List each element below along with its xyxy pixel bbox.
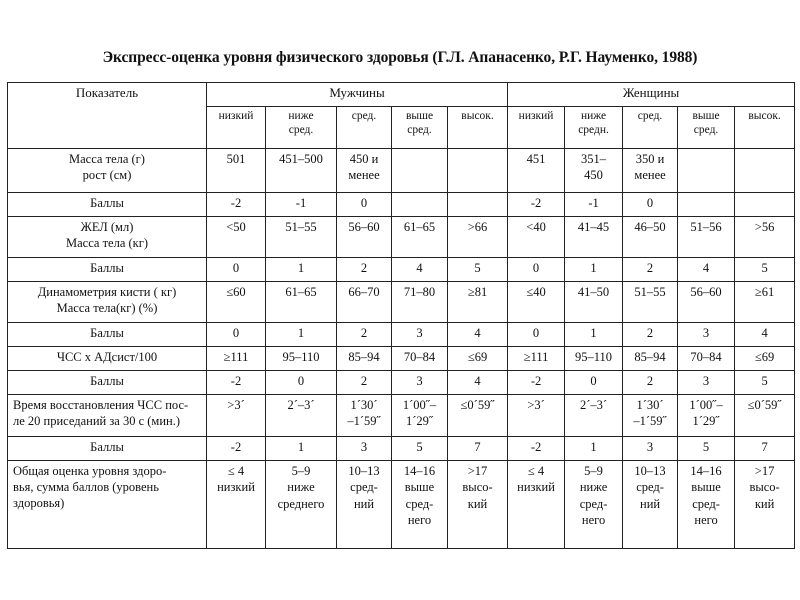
indicator-cell: Баллы [8, 323, 207, 347]
value-cell-men: -1 [266, 193, 337, 217]
level-header-women: низкий [508, 107, 565, 149]
value-cell-women: 3 [678, 371, 735, 395]
value-cell-women: ≥61 [735, 282, 795, 323]
value-cell-men: ≥111 [207, 347, 266, 371]
value-cell-men: 85–94 [337, 347, 392, 371]
value-cell-women: 10–13 сред- ний [623, 461, 678, 549]
value-cell-men: 0 [266, 371, 337, 395]
value-cell-men: 56–60 [337, 217, 392, 258]
value-cell-men: 5 [448, 258, 508, 282]
level-header-women: выше сред. [678, 107, 735, 149]
value-cell-women: ≤40 [508, 282, 565, 323]
value-cell-women: ≤0´59˝ [735, 395, 795, 437]
value-cell-men: 51–55 [266, 217, 337, 258]
table-row [8, 461, 795, 549]
assessment-table [7, 82, 795, 549]
value-cell-men: ≤ 4 низкий [207, 461, 266, 549]
value-cell-women: 1´00˝– 1´29˝ [678, 395, 735, 437]
value-cell-men: 501 [207, 149, 266, 193]
indicator-cell: Общая оценка уровня здоро- вья, сумма баллов (уровень здоровья) [8, 461, 207, 549]
value-cell-men: 1´30´ –1´59˝ [337, 395, 392, 437]
table-body [8, 149, 795, 549]
value-cell-women: 1 [565, 258, 623, 282]
value-cell-women: 41–50 [565, 282, 623, 323]
header-row-groups [8, 83, 795, 107]
value-cell-men: -2 [207, 193, 266, 217]
value-cell-women: >17 высо- кий [735, 461, 795, 549]
value-cell-women: >3´ [508, 395, 565, 437]
value-cell-men: 4 [392, 258, 448, 282]
indicator-header: Показатель [8, 83, 207, 149]
indicator-cell: Масса тела (г) рост (см) [8, 149, 207, 193]
table-row [8, 217, 795, 258]
value-cell-men: 450 и менее [337, 149, 392, 193]
value-cell-women: 351– 450 [565, 149, 623, 193]
value-cell-men: -2 [207, 371, 266, 395]
table-row [8, 282, 795, 323]
value-cell-women: 51–56 [678, 217, 735, 258]
value-cell-women: 70–84 [678, 347, 735, 371]
indicator-cell: Баллы [8, 193, 207, 217]
value-cell-women: 3 [623, 437, 678, 461]
value-cell-men: 66–70 [337, 282, 392, 323]
indicator-cell: Баллы [8, 371, 207, 395]
value-cell-women: 1 [565, 323, 623, 347]
value-cell-men: >17 высо- кий [448, 461, 508, 549]
value-cell-men: ≤69 [448, 347, 508, 371]
value-cell-men: 70–84 [392, 347, 448, 371]
value-cell-men: 71–80 [392, 282, 448, 323]
value-cell-women: 7 [735, 437, 795, 461]
value-cell-women: 0 [565, 371, 623, 395]
table-row [8, 347, 795, 371]
indicator-cell: Баллы [8, 437, 207, 461]
indicator-cell: Время восстановления ЧСС пос- ле 20 приседаний за 30 с (мин.) [8, 395, 207, 437]
value-cell-men: 4 [448, 323, 508, 347]
value-cell-men: <50 [207, 217, 266, 258]
value-cell-women: 0 [623, 193, 678, 217]
table-row [8, 395, 795, 437]
value-cell-men: ≤0´59˝ [448, 395, 508, 437]
page-title: Экспресс-оценка уровня физического здоровья (Г.Л. Апанасенко, Р.Г. Науменко, 1988) [102, 49, 698, 66]
group-header-men: Мужчины [207, 83, 508, 107]
table-row [8, 149, 795, 193]
value-cell-women: 0 [508, 323, 565, 347]
value-cell-women: 1´30´ –1´59˝ [623, 395, 678, 437]
value-cell-women: 5–9 ниже сред- него [565, 461, 623, 549]
level-header-women: ниже средн. [565, 107, 623, 149]
value-cell-women: 350 и менее [623, 149, 678, 193]
value-cell-men: 14–16 выше сред- него [392, 461, 448, 549]
value-cell-men: 61–65 [266, 282, 337, 323]
value-cell-men: 1 [266, 437, 337, 461]
value-cell-women: ≤ 4 низкий [508, 461, 565, 549]
value-cell-women: 46–50 [623, 217, 678, 258]
value-cell-women: 0 [508, 258, 565, 282]
level-header-men: выше сред. [392, 107, 448, 149]
value-cell-men: 1 [266, 323, 337, 347]
value-cell-women: -2 [508, 437, 565, 461]
value-cell-men: -2 [207, 437, 266, 461]
value-cell-men: 7 [448, 437, 508, 461]
value-cell-women: >56 [735, 217, 795, 258]
value-cell-women: 14–16 выше сред- него [678, 461, 735, 549]
value-cell-women: 2 [623, 323, 678, 347]
value-cell-men: 3 [392, 371, 448, 395]
value-cell-women: 56–60 [678, 282, 735, 323]
value-cell-women: 2´–3´ [565, 395, 623, 437]
value-cell-men: 2 [337, 371, 392, 395]
value-cell-men [392, 193, 448, 217]
value-cell-men: ≤60 [207, 282, 266, 323]
value-cell-women: <40 [508, 217, 565, 258]
value-cell-men: 95–110 [266, 347, 337, 371]
value-cell-women: 41–45 [565, 217, 623, 258]
table-row [8, 258, 795, 282]
value-cell-women [678, 193, 735, 217]
level-header-men: низкий [207, 107, 266, 149]
value-cell-women: 5 [735, 371, 795, 395]
level-header-men: высок. [448, 107, 508, 149]
value-cell-women: 2 [623, 258, 678, 282]
value-cell-men: 5–9 ниже среднего [266, 461, 337, 549]
level-header-women: сред. [623, 107, 678, 149]
value-cell-women: 451 [508, 149, 565, 193]
value-cell-women: 95–110 [565, 347, 623, 371]
value-cell-men: >3´ [207, 395, 266, 437]
indicator-cell: Динамометрия кисти ( кг) Масса тела(кг) (%) [8, 282, 207, 323]
value-cell-men: 451–500 [266, 149, 337, 193]
value-cell-women: -2 [508, 193, 565, 217]
value-cell-men: 3 [337, 437, 392, 461]
value-cell-men: 10–13 сред- ний [337, 461, 392, 549]
value-cell-men: 0 [207, 323, 266, 347]
value-cell-men: 0 [207, 258, 266, 282]
value-cell-men: ≥81 [448, 282, 508, 323]
value-cell-women [735, 149, 795, 193]
value-cell-men: 2 [337, 323, 392, 347]
value-cell-men: 1´00˝– 1´29˝ [392, 395, 448, 437]
value-cell-women: -2 [508, 371, 565, 395]
value-cell-women: 3 [678, 323, 735, 347]
value-cell-women [678, 149, 735, 193]
indicator-cell: ЖЕЛ (мл) Масса тела (кг) [8, 217, 207, 258]
value-cell-men: >66 [448, 217, 508, 258]
value-cell-women: 5 [678, 437, 735, 461]
value-cell-men [392, 149, 448, 193]
value-cell-men [448, 193, 508, 217]
value-cell-women: 1 [565, 437, 623, 461]
table-row [8, 371, 795, 395]
value-cell-women: -1 [565, 193, 623, 217]
value-cell-women: 4 [678, 258, 735, 282]
value-cell-men: 5 [392, 437, 448, 461]
table-row [8, 437, 795, 461]
group-header-women: Женщины [508, 83, 795, 107]
value-cell-men: 3 [392, 323, 448, 347]
level-header-women: высок. [735, 107, 795, 149]
value-cell-men: 0 [337, 193, 392, 217]
value-cell-men: 1 [266, 258, 337, 282]
value-cell-women: 5 [735, 258, 795, 282]
value-cell-men: 2´–3´ [266, 395, 337, 437]
value-cell-women [735, 193, 795, 217]
level-header-men: сред. [337, 107, 392, 149]
value-cell-women: 85–94 [623, 347, 678, 371]
value-cell-women: ≥111 [508, 347, 565, 371]
value-cell-men: 61–65 [392, 217, 448, 258]
value-cell-women: ≤69 [735, 347, 795, 371]
value-cell-men: 4 [448, 371, 508, 395]
indicator-cell: ЧСС х АДсист/100 [8, 347, 207, 371]
value-cell-men [448, 149, 508, 193]
value-cell-women: 4 [735, 323, 795, 347]
table-row [8, 323, 795, 347]
indicator-cell: Баллы [8, 258, 207, 282]
table-row [8, 193, 795, 217]
table-header [8, 83, 795, 149]
value-cell-women: 51–55 [623, 282, 678, 323]
value-cell-women: 2 [623, 371, 678, 395]
value-cell-men: 2 [337, 258, 392, 282]
level-header-men: ниже сред. [266, 107, 337, 149]
